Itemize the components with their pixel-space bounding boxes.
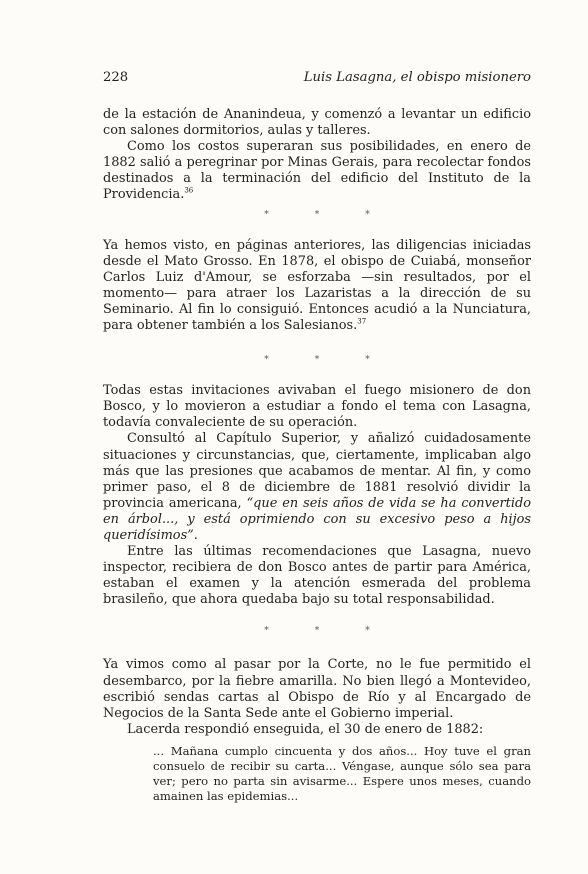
- section-separator-2: * * *: [264, 355, 370, 366]
- page-header: [103, 70, 531, 85]
- paragraph-5: Consultó al Capítulo Superior, y añalizó cuidadosamente situaciones y circunstancias, que, ciertamente, implicaban algo más que las presiones que acabamos de mentar. Al fin, y como primer paso, el 8 de diciembre de 1881 resolvió dividir la provincia americana, “que en seis años de vida se ha convertido en árbol..., y está oprimiendo con su excesivo peso a hijos queridísimos”.: [103, 431, 531, 543]
- footnote-ref-36: 36: [184, 187, 194, 196]
- running-title: Luis Lasagna, el obispo misionero: [303, 70, 531, 85]
- paragraph-6: Entre las últimas recomendaciones que Lasagna, nuevo inspector, recibiera de don Bosco antes de partir para América, estaban el examen y la atención esmerada del problema brasileño, que ahora quedaba bajo su total responsabilidad.: [103, 544, 531, 608]
- footnote-ref-37: 37: [357, 317, 367, 326]
- paragraph-7: Ya vimos como al pasar por la Corte, no le fue permitido el desembarco, por la fiebre amarilla. No bien llegó a Montevideo, escribió sendas cartas al Obispo de Río y al Encargado de Negocios de la Santa Sede ante el Gobierno imperial.: [103, 657, 531, 721]
- paragraph-2: Como los costos superaran sus posibilidades, en enero de 1882 salió a peregrinar por Minas Gerais, para recolectar fondos destinados a la terminación del edificio del Instituto de la Providencia.$^{36}$: [103, 139, 531, 203]
- block-quote: [103, 744, 531, 804]
- block-quote-text: ... Mañana cumplo cincuenta y dos años... Hoy tuve el gran consuelo de recibir su carta... Véngase, aunque sólo sea para ver; pero no parta sin avisarme... Espere unos meses, cuando amainen las epidemias...: [153, 743, 531, 804]
- quotation-italic: “que en seis años de vida se ha convertido en árbol..., y está oprimiendo con su excesivo peso a hijos queridísimos”: [103, 495, 531, 543]
- book-page: [103, 70, 531, 804]
- paragraph-3: Ya hemos visto, en páginas anteriores, las diligencias iniciadas desde el Mato Grosso. En 1878, el obispo de Cuiabá, monseñor Carlos Luiz d'Amour, se esforzaba —sin resultados, por el momento— para atraer los Lazaristas a la dirección de su Seminario. Al fin lo consiguió. Entonces acudió a la Nunciatura, para obtener también a los Salesianos.$^{37}$: [103, 237, 531, 334]
- paragraph-8: Lacerda respondió enseguida, el 30 de enero de 1882:: [127, 721, 484, 737]
- page-number: 228: [103, 70, 129, 85]
- paragraph-1: de la estación de Ananindeua, y comenzó a levantar un edificio con salones dormitorios, aulas y talleres.: [103, 107, 531, 139]
- paragraph-4: Todas estas invitaciones avivaban el fuego misionero de don Bosco, y lo movieron a estudiar a fondo el tema con Lasagna, todavía convaleciente de su operación.: [103, 383, 531, 431]
- section-separator-3: * * *: [264, 626, 370, 637]
- section-separator-1: * * *: [264, 209, 370, 220]
